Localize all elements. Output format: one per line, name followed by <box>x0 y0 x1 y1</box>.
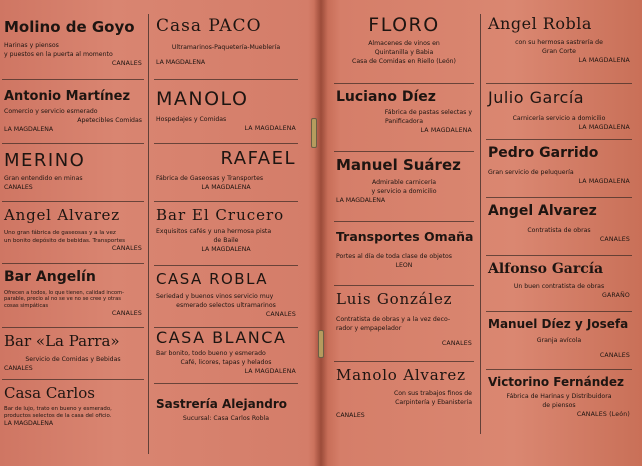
ad-block <box>484 376 634 432</box>
ad-description: Panificadora <box>384 117 424 125</box>
ad-title: Antonio Martínez <box>4 89 131 104</box>
ad-description: Con sus trabajos finos de <box>393 389 472 397</box>
ad-title: Luciano Díez <box>336 89 436 105</box>
ad-location: CANALES (León) <box>576 410 630 418</box>
column-divider <box>148 14 149 454</box>
ad-block <box>332 292 476 362</box>
ad-location: CANALES <box>4 364 33 372</box>
ad-title: Manuel Suárez <box>336 156 461 174</box>
ad-description: Contratista de obras y a la vez deco- <box>336 315 451 323</box>
column-divider <box>480 14 481 434</box>
ad-description: Seriedad y buenos vinos servicio muy <box>156 292 274 300</box>
ad-description: Uno gran fábrica de gaseosas y a la vez <box>4 229 116 236</box>
ad-description: Gran entendido en minas <box>4 174 83 182</box>
ad-block <box>332 16 476 84</box>
ad-description: Portes al día de toda clase de objetos <box>336 253 453 261</box>
ad-title: Luis González <box>336 290 453 308</box>
ad-title: Julio García <box>488 88 585 107</box>
staple <box>318 330 324 358</box>
ad-location: CANALES <box>599 235 630 243</box>
ad-location: LA MAGDALENA <box>336 196 386 204</box>
ad-location: LA MAGDALENA <box>4 125 54 133</box>
ad-title: Pedro Garrido <box>488 145 599 161</box>
ad-block <box>0 208 146 264</box>
ad-block <box>0 386 146 432</box>
ad-description: Harinas y piensos <box>4 41 59 49</box>
ad-description: un bonito depósito de bebidas. Transportes <box>4 237 126 244</box>
ad-location: CANALES <box>111 244 142 252</box>
ad-location: GARAÑO <box>601 291 630 299</box>
ad-block <box>484 90 634 140</box>
ad-description: parable, precio al no se ve no se cree y otras <box>4 296 121 303</box>
ad-description: con su hermosa sastrería de <box>515 38 603 46</box>
ad-description: Carpintería y Ebanistería <box>395 398 472 406</box>
ad-description: y puestos en la puerta al momento <box>4 50 113 58</box>
ad-description: rador y empapelador <box>336 324 402 332</box>
ad-location: LA MAGDALENA <box>201 245 251 253</box>
ad-description: Ultramarinos-Paquetería-Mueblería <box>171 43 281 51</box>
ad-location: CANALES <box>336 411 365 419</box>
ad-location: LA MAGDALENA <box>4 419 54 427</box>
ad-block <box>152 18 300 80</box>
ad-block <box>152 272 300 328</box>
ad-title: Sastrería Alejandro <box>156 397 288 411</box>
ad-description: Casa de Comidas en Riello (León) <box>352 57 456 65</box>
ad-description: Ofrecen a todos, lo que tienen, calidad incom- <box>4 289 125 296</box>
ad-title: Bar «La Parra» <box>4 332 120 350</box>
staple <box>311 118 317 148</box>
ad-description: Granja avícola <box>536 336 582 344</box>
ad-location: LA MAGDALENA <box>578 56 630 64</box>
ad-description: Bar bonito, todo bueno y esmerado <box>156 349 266 357</box>
ad-description: Servicio de Comidas y Bebidas <box>25 355 121 363</box>
ad-location: LA MAGDALENA <box>244 124 296 132</box>
ad-location: LA MAGDALENA <box>578 177 630 185</box>
ad-title: Bar Angelín <box>4 269 96 285</box>
ad-block <box>0 334 146 380</box>
ad-block <box>332 90 476 152</box>
ad-column-1 <box>0 0 146 466</box>
ad-block <box>484 204 634 256</box>
ad-block <box>484 146 634 198</box>
ad-description: Fábrica de pastas selectas y <box>384 108 472 116</box>
ad-description: Admirable carnicería <box>371 178 437 186</box>
ad-title: Angel Alvarez <box>4 206 120 224</box>
ad-title: Transportes Omaña <box>336 229 474 244</box>
ad-description: de Baile <box>213 236 239 244</box>
ad-title: FLORO <box>368 14 440 36</box>
ad-description: Fábrica de Gaseosas y Transportes <box>156 174 264 182</box>
ad-description: Quintanilla y Babia <box>374 48 434 56</box>
ad-block <box>484 318 634 370</box>
ad-title: MERINO <box>4 150 86 171</box>
ad-block <box>484 16 634 84</box>
ad-title: Angel Robla <box>488 14 592 33</box>
ad-title: Molino de Goyo <box>4 18 135 36</box>
ad-location: CANALES <box>4 183 33 191</box>
ad-description: Almacenes de vinos en <box>368 39 440 47</box>
ad-description: Fábrica de Harinas y Distribuidora <box>506 392 612 400</box>
ad-block <box>332 158 476 222</box>
ad-title: Victorino Fernández <box>488 375 624 389</box>
ad-block <box>484 262 634 312</box>
ad-description: Café, licores, tapas y helados <box>180 358 272 366</box>
ad-title: Casa Carlos <box>4 384 95 402</box>
ad-location: CANALES <box>265 310 296 318</box>
ad-description: Contratista de obras <box>527 226 591 234</box>
ad-title: Manolo Alvarez <box>336 366 466 384</box>
ad-location: LEON <box>395 262 413 270</box>
ad-description: esmerado selectos ultramarinos <box>176 301 276 309</box>
ad-description: Exquisitos cafés y una hermosa pista <box>156 227 272 235</box>
ad-title: CASA BLANCA <box>156 328 287 347</box>
ad-title: MANOLO <box>156 88 249 110</box>
ad-description: de piensos <box>542 401 576 409</box>
ad-description: Un buen contratista de obras <box>513 282 605 290</box>
ad-location: CANALES <box>599 351 630 359</box>
ad-title: CASA ROBLA <box>156 270 269 288</box>
ad-description: cosas simpáticas <box>4 303 49 310</box>
ad-description: y servicio a domicilio <box>371 187 437 195</box>
ad-description: Gran Corte <box>542 47 576 55</box>
ad-title: Angel Alvarez <box>488 203 597 219</box>
ad-column-4 <box>484 0 634 466</box>
ad-location: LA MAGDALENA <box>244 367 296 375</box>
ad-block <box>332 230 476 286</box>
center-fold <box>314 0 328 466</box>
ad-title: Bar El Crucero <box>156 206 285 224</box>
ad-description: Apetecibles Comidas <box>77 116 142 124</box>
ad-block <box>152 150 300 202</box>
ad-column-3 <box>332 0 476 466</box>
ad-title: RAFAEL <box>220 148 296 169</box>
ad-description: Comercio y servicio esmerado <box>4 107 98 115</box>
ad-title: Alfonso García <box>488 261 604 277</box>
ad-location: CANALES <box>111 309 142 317</box>
ad-location: CANALES <box>111 59 142 67</box>
ad-block <box>152 90 300 144</box>
ad-location: LA MAGDALENA <box>156 58 206 66</box>
ad-description: Gran servicio de peluquería <box>488 168 574 176</box>
ad-description: Hospedajes y Comidas <box>156 115 227 123</box>
ad-block <box>152 330 300 384</box>
ad-description: Sucursal: Casa Carlos Robla <box>182 414 270 422</box>
ad-location: LA MAGDALENA <box>578 123 630 131</box>
ad-block <box>152 208 300 266</box>
ad-description: productos selectos de la casa del oficio. <box>4 412 112 419</box>
ad-location: LA MAGDALENA <box>420 126 472 134</box>
ad-block <box>332 368 476 430</box>
ad-block <box>0 152 146 202</box>
ad-block <box>0 270 146 328</box>
ad-block <box>0 90 146 144</box>
ad-block <box>0 20 146 80</box>
ad-location: LA MAGDALENA <box>201 183 251 191</box>
ad-column-2 <box>152 0 300 466</box>
ad-title: Manuel Díez y Josefa <box>488 317 629 331</box>
ad-location: CANALES <box>441 339 472 347</box>
ad-title: Casa PACO <box>156 16 262 36</box>
ad-description: Bar de lujo, trato en bueno y esmerado, <box>4 405 112 412</box>
ad-description: Carnicería servicio a domicilio <box>512 114 606 122</box>
ad-block <box>152 398 300 434</box>
